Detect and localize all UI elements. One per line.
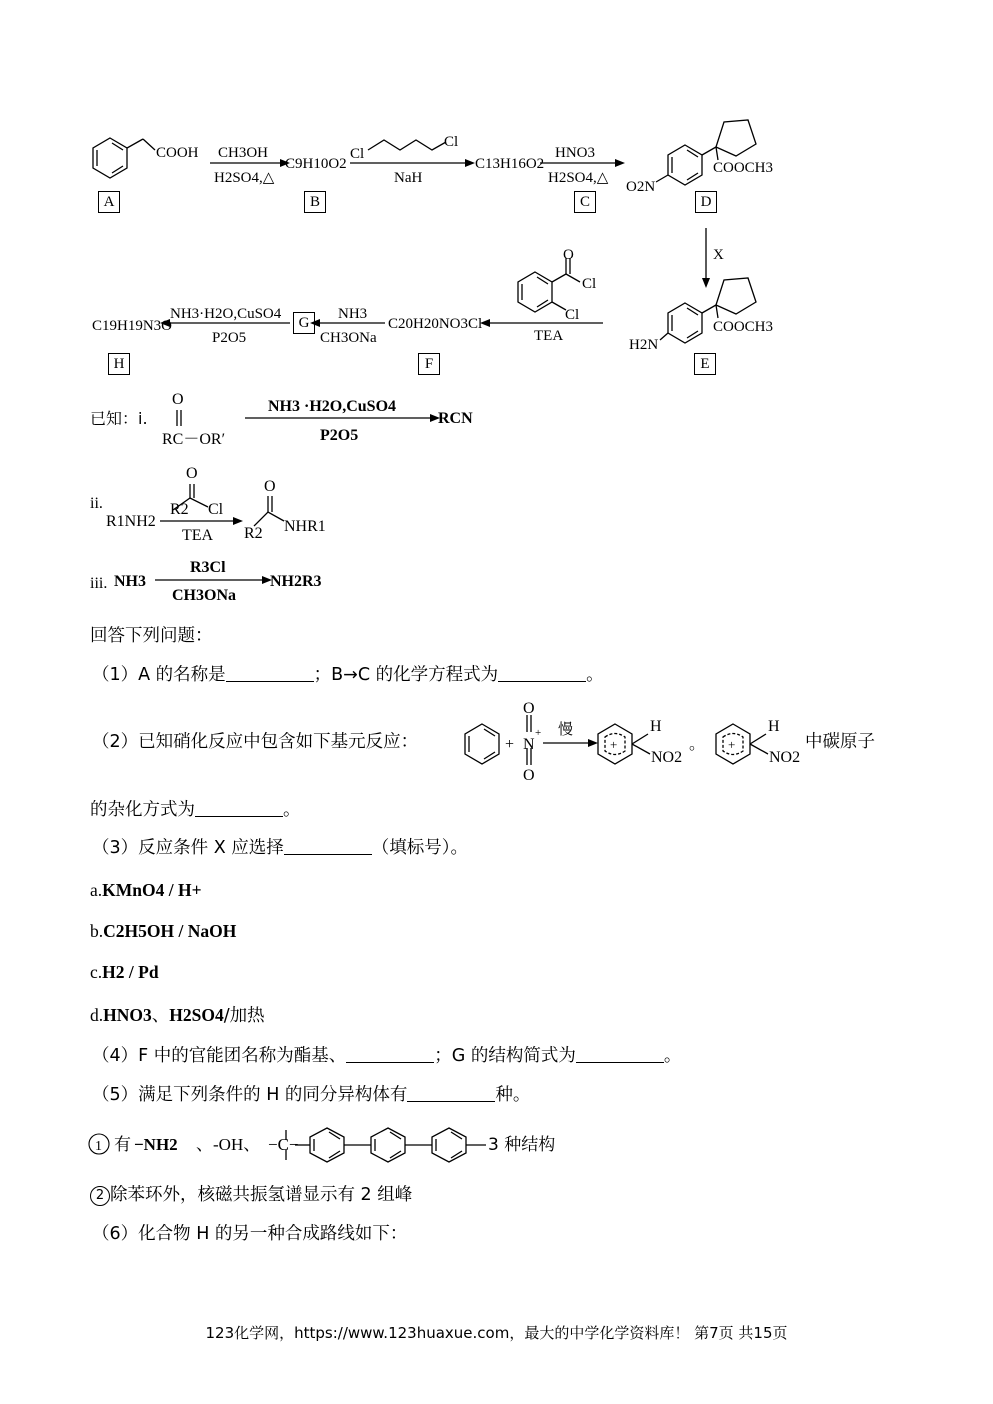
question-2-line2: 的杂化方式为 。 (90, 800, 301, 820)
known-i-top: NH3 ·H2O,CuSO4 (268, 398, 397, 415)
option-c: c.H2 / Pd (90, 962, 159, 982)
page-footer: 123化学网，https://www.123huaxue.com，最大的中学化学资料库！ 第7页 共15页 (205, 1324, 788, 1342)
known-ii-r2: R2 (170, 501, 189, 518)
step1-top: CH3OH (218, 145, 269, 161)
known-i-product: RCN (438, 410, 473, 427)
nitronium-charge: + (535, 727, 542, 739)
nitronium-o-bottom: O (523, 767, 535, 784)
h-formula: C19H19N3O (92, 318, 173, 334)
condition-1-prefix: 有 (114, 1135, 131, 1155)
known-i-reactant: RC－OR′ (162, 431, 226, 448)
condition-1-oh: 、-OH、 (196, 1135, 261, 1154)
known-reactions (0, 380, 993, 610)
answer-intro: 回答下列问题： (90, 626, 213, 646)
step3-top: HNO3 (555, 145, 595, 161)
slow-label: 慢 (558, 720, 574, 738)
label-c: C (574, 191, 596, 213)
step2-cl-left: Cl (350, 146, 365, 162)
sigma-period: 。 (689, 734, 706, 753)
option-b: b.C2H5OH / NaOH (90, 921, 237, 941)
known-ii-prod-o: O (264, 478, 276, 495)
step6-bottom: CH3ONa (320, 330, 377, 346)
question-3: （3）反应条件 X 应选择 （填标号）。 (92, 838, 468, 858)
sigma-no2-1: NO2 (651, 749, 683, 766)
question-2-tail: 中碳原子 (805, 732, 875, 752)
d-ester: COOCH3 (713, 160, 774, 176)
question-5: （5）满足下列条件的 H 的同分异构体有 种。 (92, 1085, 531, 1105)
label-b: B (304, 191, 326, 213)
step1-bottom: H2SO4,△ (214, 170, 275, 186)
benzene-ring-e (668, 303, 702, 343)
known-ii-reactant: R1NH2 (106, 513, 156, 530)
label-h: H (108, 353, 130, 375)
known-iii-label: iii. (90, 575, 108, 592)
known-ii-o: O (186, 465, 198, 482)
known-iii-top: R3Cl (190, 559, 226, 576)
step7-top: NH3·H2O,CuSO4 (170, 306, 282, 322)
sigma-h-1: H (650, 718, 662, 735)
condition-1-nh2: −NH2 (134, 1135, 178, 1154)
step2-cl-right: Cl (444, 134, 459, 150)
step3-bottom: H2SO4,△ (548, 170, 609, 186)
reagent-o: O (563, 247, 574, 263)
f-formula: C20H20NO3Cl (388, 316, 483, 332)
question-2-text: （2）已知硝化反应中包含如下基元反应： (92, 732, 419, 752)
condition-2-number: 2 (90, 1186, 110, 1206)
label-f: F (418, 353, 440, 375)
label-a: A (98, 191, 120, 213)
nitronium-n: N (523, 736, 535, 753)
benzene-ring-a (93, 138, 127, 178)
question-4: （4）F 中的官能团名称为酯基、 ；G 的结构简式为 。 (92, 1046, 682, 1066)
known-iii-bottom: CH3ONa (172, 587, 236, 604)
c-formula: C13H16O2 (475, 156, 545, 172)
reagent-cl1: Cl (582, 276, 597, 292)
option-a: a.KMnO4 / H+ (90, 880, 202, 900)
reaction-scheme (0, 0, 993, 380)
step2-bottom: NaH (394, 170, 423, 186)
question-1: （1）A 的名称是 ；B→C 的化学方程式为 。 (92, 665, 604, 685)
label-g: G (293, 312, 315, 334)
q1-answer-blank-1[interactable] (226, 663, 314, 682)
condition-1-suffix: 3 种结构 (488, 1135, 556, 1155)
question-6: （6）化合物 H 的另一种合成路线如下： (92, 1224, 408, 1244)
d-nitro: O2N (626, 179, 656, 195)
sigma-plus-2: + (728, 737, 736, 752)
q5-answer-blank[interactable] (407, 1083, 495, 1102)
known-intro: 已知：i. (90, 409, 148, 428)
benzene-ring-d (668, 145, 702, 185)
condition-1-carbon: −C− (268, 1135, 299, 1154)
reagent-cl2: Cl (565, 307, 580, 323)
q4-answer-blank-1[interactable] (346, 1044, 434, 1063)
condition-1-number: 1 (95, 1139, 102, 1154)
q1-answer-blank-2[interactable] (498, 663, 586, 682)
sigma-no2-2: NO2 (769, 749, 801, 766)
e-amine: H2N (629, 337, 659, 353)
step5-bottom: TEA (534, 328, 564, 344)
known-i-bottom: P2O5 (320, 427, 359, 444)
known-iii-product: NH2R3 (270, 573, 322, 590)
known-ii-cl: Cl (208, 501, 224, 518)
known-ii-prod-r2: R2 (244, 525, 263, 542)
option-d: d.HNO3、H2SO4/加热 (90, 1005, 265, 1026)
e-ester: COOCH3 (713, 319, 774, 335)
step4-x: X (713, 247, 724, 263)
q4-answer-blank-2[interactable] (576, 1044, 664, 1063)
condition-1-diagram (88, 1118, 608, 1172)
sigma-plus-1: + (610, 737, 618, 752)
step6-top: NH3 (338, 306, 368, 322)
label-e: E (694, 353, 716, 375)
b-formula: C9H10O2 (285, 156, 347, 172)
q3-answer-blank[interactable] (284, 836, 372, 855)
label-d: D (695, 191, 717, 213)
known-i-o: O (172, 391, 184, 408)
step7-bottom: P2O5 (212, 330, 247, 346)
q2-answer-blank[interactable] (195, 798, 283, 817)
plus-sign: + (505, 736, 515, 753)
condition-2: 2 除苯环外，核磁共振氢谱显示有 2 组峰 (90, 1183, 412, 1207)
known-iii-reactant: NH3 (114, 573, 146, 590)
sigma-h-2: H (768, 718, 780, 735)
known-ii-bottom: TEA (182, 527, 214, 544)
nitronium-o-top: O (523, 700, 535, 717)
known-ii-prod-nh: NHR1 (284, 518, 326, 535)
a-group: COOH (156, 145, 199, 161)
known-ii-label: ii. (90, 495, 103, 512)
